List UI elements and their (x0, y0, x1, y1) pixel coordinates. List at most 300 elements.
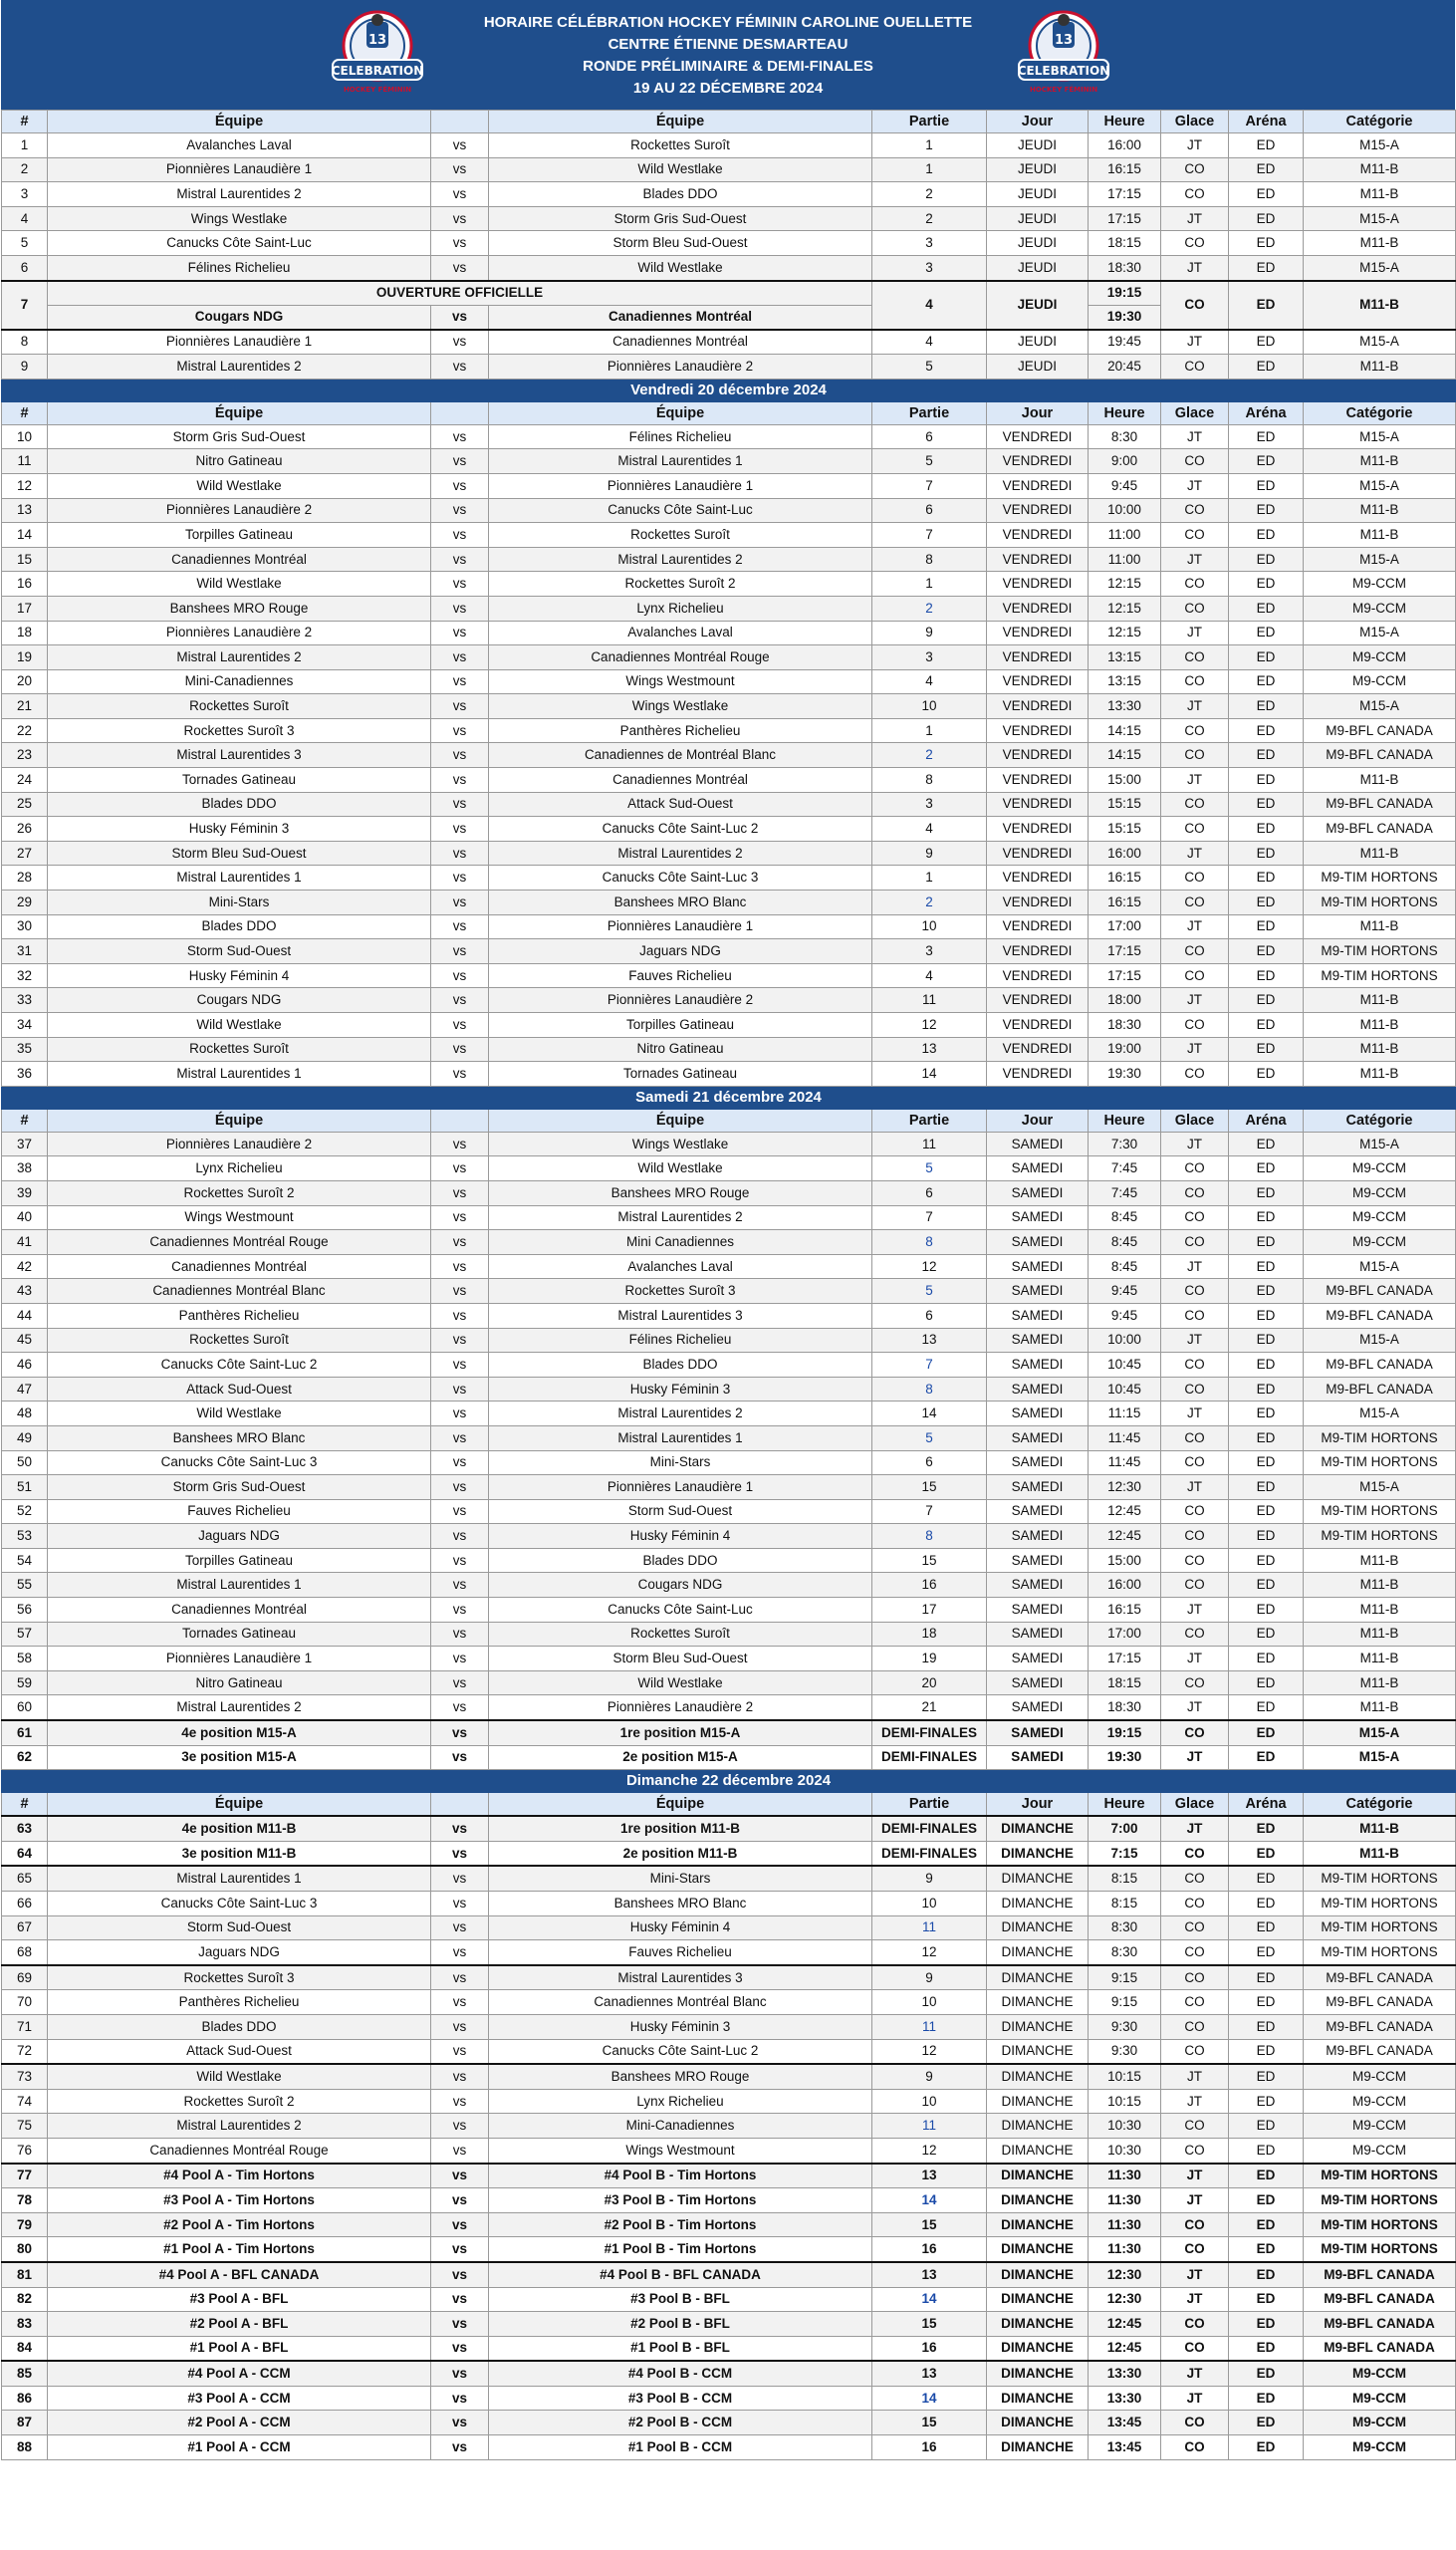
game-arena: ED (1229, 694, 1304, 719)
versus: vs (431, 2164, 489, 2188)
column-header-game-partie: Partie (872, 111, 987, 133)
game-category: M9-CCM (1304, 2361, 1456, 2386)
game-arena: ED (1229, 866, 1304, 891)
game-day: SAMEDI (987, 1745, 1089, 1770)
versus: vs (431, 1402, 489, 1426)
game-time: 18:30 (1089, 255, 1161, 280)
versus: vs (431, 547, 489, 572)
game-number: 36 (2, 1062, 48, 1087)
game-arena: ED (1229, 330, 1304, 355)
versus: vs (431, 1670, 489, 1695)
versus: vs (431, 1475, 489, 1500)
game-number: 29 (2, 891, 48, 915)
team-away: Fauves Richelieu (489, 1940, 872, 1965)
team-home: Wild Westlake (48, 473, 431, 498)
game-time: 12:45 (1089, 2312, 1161, 2337)
team-away: Wild Westlake (489, 1156, 872, 1181)
team-home: Mistral Laurentides 2 (48, 355, 431, 380)
game-rink: CO (1161, 2312, 1229, 2337)
game-row (2, 498, 1456, 523)
game-partie: 3 (872, 645, 987, 670)
game-partie: 3 (872, 255, 987, 280)
game-day: SAMEDI (987, 1402, 1089, 1426)
game-day: DIMANCHE (987, 2114, 1089, 2139)
versus: vs (431, 473, 489, 498)
game-rink: CO (1161, 2411, 1229, 2435)
game-number: 72 (2, 2039, 48, 2064)
game-partie: 3 (872, 231, 987, 256)
column-header-game-partie: Partie (872, 1793, 987, 1817)
game-category: M11-B (1304, 1548, 1456, 1573)
game-partie: 12 (872, 1013, 987, 1038)
game-rink: CO (1161, 1892, 1229, 1916)
game-day: JEUDI (987, 182, 1089, 207)
game-partie: 14 (872, 2287, 987, 2312)
versus: vs (431, 1816, 489, 1841)
game-day: SAMEDI (987, 1622, 1089, 1647)
game-time: 13:15 (1089, 645, 1161, 670)
game-category: M11-B (1304, 1816, 1456, 1841)
game-partie: 1 (872, 866, 987, 891)
column-header-row (2, 1793, 1456, 1817)
game-time: 11:45 (1089, 1425, 1161, 1450)
team-away: Rockettes Suroît (489, 133, 872, 158)
game-time: 18:30 (1089, 1013, 1161, 1038)
game-partie: 8 (872, 768, 987, 793)
game-arena: ED (1229, 1353, 1304, 1378)
game-row (2, 1013, 1456, 1038)
team-home: Canadiennes Montréal (48, 1254, 431, 1279)
game-rink: CO (1161, 1866, 1229, 1891)
game-arena: ED (1229, 1695, 1304, 1720)
game-rink: CO (1161, 1062, 1229, 1087)
game-arena: ED (1229, 718, 1304, 743)
game-rink: JT (1161, 1254, 1229, 1279)
game-row (2, 206, 1456, 231)
game-day: SAMEDI (987, 1254, 1089, 1279)
game-partie: 4 (872, 963, 987, 988)
game-arena: ED (1229, 1205, 1304, 1230)
game-rink: CO (1161, 939, 1229, 964)
day-header-row (2, 379, 1456, 401)
game-time: 15:00 (1089, 768, 1161, 793)
versus: vs (431, 2262, 489, 2287)
game-rink: JT (1161, 1816, 1229, 1841)
game-number: 79 (2, 2212, 48, 2237)
game-rink: CO (1161, 1180, 1229, 1205)
versus: vs (431, 572, 489, 597)
game-time: 11:00 (1089, 523, 1161, 548)
team-home: #4 Pool A - CCM (48, 2361, 431, 2386)
game-rink: CO (1161, 1450, 1229, 1475)
versus: vs (431, 1745, 489, 1770)
versus: vs (431, 2361, 489, 2386)
game-time: 8:45 (1089, 1230, 1161, 1255)
team-home: Nitro Gatineau (48, 449, 431, 474)
game-day: VENDREDI (987, 424, 1089, 449)
game-time: 13:30 (1089, 2361, 1161, 2386)
game-day: DIMANCHE (987, 1965, 1089, 1990)
team-home: Mistral Laurentides 1 (48, 866, 431, 891)
team-home: Canadiennes Montréal Rouge (48, 2138, 431, 2163)
game-time: 18:15 (1089, 1670, 1161, 1695)
game-time: 9:45 (1089, 1279, 1161, 1304)
game-category: M15-A (1304, 133, 1456, 158)
game-time: 9:15 (1089, 1990, 1161, 2015)
game-arena: ED (1229, 1377, 1304, 1402)
game-partie: 15 (872, 2212, 987, 2237)
game-time: 18:30 (1089, 1695, 1161, 1720)
team-away: Wings Westmount (489, 2138, 872, 2163)
game-rink: CO (1161, 1425, 1229, 1450)
team-away: Wild Westlake (489, 1670, 872, 1695)
game-row (2, 1475, 1456, 1500)
game-number: 77 (2, 2164, 48, 2188)
versus: vs (431, 1622, 489, 1647)
game-day: SAMEDI (987, 1230, 1089, 1255)
game-number: 51 (2, 1475, 48, 1500)
game-rink: CO (1161, 281, 1229, 330)
game-row (2, 231, 1456, 256)
game-rink: JT (1161, 1647, 1229, 1671)
game-arena: ED (1229, 1425, 1304, 1450)
team-away: Banshees MRO Rouge (489, 1180, 872, 1205)
versus: vs (431, 2386, 489, 2411)
game-rink: CO (1161, 645, 1229, 670)
game-row (2, 2114, 1456, 2139)
column-header-game-category: Catégorie (1304, 111, 1456, 133)
game-number: 42 (2, 1254, 48, 1279)
column-header-row (2, 401, 1456, 424)
game-row (2, 1230, 1456, 1255)
game-day: VENDREDI (987, 572, 1089, 597)
game-category: M11-B (1304, 523, 1456, 548)
team-away: Jaguars NDG (489, 939, 872, 964)
game-partie: 11 (872, 1132, 987, 1156)
game-category: M9-TIM HORTONS (1304, 891, 1456, 915)
game-number: 17 (2, 596, 48, 621)
team-away: Husky Féminin 3 (489, 1377, 872, 1402)
game-day: DIMANCHE (987, 2435, 1089, 2460)
versus: vs (431, 694, 489, 719)
team-home: Blades DDO (48, 2014, 431, 2039)
game-category: M9-TIM HORTONS (1304, 1499, 1456, 1524)
team-away: Wings Westmount (489, 669, 872, 694)
game-partie: 16 (872, 2336, 987, 2361)
team-home: Mistral Laurentides 2 (48, 645, 431, 670)
team-away: Attack Sud-Ouest (489, 792, 872, 817)
game-time: 12:45 (1089, 1499, 1161, 1524)
game-rink: CO (1161, 1377, 1229, 1402)
team-away: Canadiennes Montréal (489, 305, 872, 330)
game-partie: 8 (872, 1524, 987, 1549)
team-away: #1 Pool B - CCM (489, 2435, 872, 2460)
game-category: M9-TIM HORTONS (1304, 1450, 1456, 1475)
game-partie: 9 (872, 1866, 987, 1891)
game-number: 21 (2, 694, 48, 719)
game-row (2, 2064, 1456, 2089)
team-home: Jaguars NDG (48, 1524, 431, 1549)
game-time: 17:15 (1089, 939, 1161, 964)
game-time: 15:15 (1089, 817, 1161, 842)
game-time: 10:15 (1089, 2064, 1161, 2089)
game-time: 13:30 (1089, 2386, 1161, 2411)
team-away: Storm Gris Sud-Ouest (489, 206, 872, 231)
game-category: M9-TIM HORTONS (1304, 1915, 1456, 1940)
game-arena: ED (1229, 1622, 1304, 1647)
game-row (2, 768, 1456, 793)
game-time: 13:45 (1089, 2411, 1161, 2435)
game-partie: 9 (872, 841, 987, 866)
game-category: M9-CCM (1304, 596, 1456, 621)
game-arena: ED (1229, 1965, 1304, 1990)
game-day: DIMANCHE (987, 2188, 1089, 2213)
game-rink: CO (1161, 1965, 1229, 1990)
game-partie: 7 (872, 1499, 987, 1524)
game-number: 70 (2, 1990, 48, 2015)
game-partie: 5 (872, 1279, 987, 1304)
game-time: 19:45 (1089, 330, 1161, 355)
game-partie: 1 (872, 157, 987, 182)
team-away: 1re position M11-B (489, 1816, 872, 1841)
game-partie: DEMI-FINALES (872, 1841, 987, 1866)
game-partie: 6 (872, 1303, 987, 1328)
versus: vs (431, 1230, 489, 1255)
team-away: #4 Pool B - CCM (489, 2361, 872, 2386)
versus: vs (431, 1695, 489, 1720)
game-number: 39 (2, 1180, 48, 1205)
game-time: 18:15 (1089, 231, 1161, 256)
game-time: 19:30 (1089, 1062, 1161, 1087)
game-row (2, 157, 1456, 182)
game-partie: 10 (872, 914, 987, 939)
game-time: 9:00 (1089, 449, 1161, 474)
game-partie: 4 (872, 330, 987, 355)
game-day: DIMANCHE (987, 2064, 1089, 2089)
game-partie: 2 (872, 206, 987, 231)
team-home: Lynx Richelieu (48, 1156, 431, 1181)
game-category: M15-A (1304, 694, 1456, 719)
game-rink: CO (1161, 1013, 1229, 1038)
team-away: #3 Pool B - Tim Hortons (489, 2188, 872, 2213)
team-home: Cougars NDG (48, 988, 431, 1013)
game-rink: CO (1161, 1230, 1229, 1255)
game-arena: ED (1229, 1745, 1304, 1770)
game-day: DIMANCHE (987, 1892, 1089, 1916)
game-day: VENDREDI (987, 547, 1089, 572)
game-time: 12:45 (1089, 1524, 1161, 1549)
game-day: SAMEDI (987, 1180, 1089, 1205)
game-rink: CO (1161, 2237, 1229, 2262)
game-time: 8:45 (1089, 1254, 1161, 1279)
game-category: M11-B (1304, 988, 1456, 1013)
team-home: Storm Sud-Ouest (48, 1915, 431, 1940)
team-home: Rockettes Suroît (48, 1328, 431, 1353)
game-rink: JT (1161, 1475, 1229, 1500)
team-home: Mistral Laurentides 1 (48, 1573, 431, 1598)
game-time: 8:30 (1089, 424, 1161, 449)
game-partie: 6 (872, 1450, 987, 1475)
game-number: 4 (2, 206, 48, 231)
team-away: Mini-Stars (489, 1450, 872, 1475)
game-day: VENDREDI (987, 523, 1089, 548)
game-day: VENDREDI (987, 768, 1089, 793)
team-away: Storm Bleu Sud-Ouest (489, 231, 872, 256)
team-home: Cougars NDG (48, 305, 431, 330)
opening-ceremony-label: OUVERTURE OFFICIELLE (48, 281, 872, 306)
game-arena: ED (1229, 2188, 1304, 2213)
game-number: 44 (2, 1303, 48, 1328)
game-number: 57 (2, 1622, 48, 1647)
game-number: 33 (2, 988, 48, 1013)
game-row (2, 2411, 1456, 2435)
game-arena: ED (1229, 914, 1304, 939)
game-arena: ED (1229, 2114, 1304, 2139)
game-category: M15-A (1304, 1132, 1456, 1156)
game-time: 11:15 (1089, 1402, 1161, 1426)
team-home: #4 Pool A - BFL CANADA (48, 2262, 431, 2287)
game-row (2, 2039, 1456, 2064)
game-row (2, 547, 1456, 572)
game-day: JEUDI (987, 355, 1089, 380)
game-row (2, 523, 1456, 548)
team-away: Wild Westlake (489, 157, 872, 182)
game-partie: 4 (872, 281, 987, 330)
game-arena: ED (1229, 1499, 1304, 1524)
column-header-game-arena: Aréna (1229, 1109, 1304, 1132)
column-header-game-number: # (2, 1109, 48, 1132)
game-number: 12 (2, 473, 48, 498)
game-row (2, 2164, 1456, 2188)
game-day: DIMANCHE (987, 1940, 1089, 1965)
team-home: Rockettes Suroît (48, 1037, 431, 1062)
game-rink: CO (1161, 2039, 1229, 2064)
game-number: 78 (2, 2188, 48, 2213)
game-row (2, 1915, 1456, 1940)
game-row (2, 2386, 1456, 2411)
game-day: SAMEDI (987, 1720, 1089, 1745)
team-home: Attack Sud-Ouest (48, 2039, 431, 2064)
game-arena: ED (1229, 1990, 1304, 2015)
game-row (2, 1892, 1456, 1916)
versus: vs (431, 621, 489, 645)
game-arena: ED (1229, 1475, 1304, 1500)
team-home: #2 Pool A - CCM (48, 2411, 431, 2435)
game-partie: 11 (872, 1915, 987, 1940)
game-number: 86 (2, 2386, 48, 2411)
game-number: 3 (2, 182, 48, 207)
game-arena: ED (1229, 817, 1304, 842)
game-number: 83 (2, 2312, 48, 2337)
game-day: VENDREDI (987, 694, 1089, 719)
game-partie: 5 (872, 449, 987, 474)
game-category: M9-CCM (1304, 2435, 1456, 2460)
versus: vs (431, 2212, 489, 2237)
game-day: VENDREDI (987, 718, 1089, 743)
game-arena: ED (1229, 2064, 1304, 2089)
game-time: 15:15 (1089, 792, 1161, 817)
schedule-table (1, 110, 1456, 2460)
game-partie: 2 (872, 182, 987, 207)
team-away: Rockettes Suroît 3 (489, 1279, 872, 1304)
team-home: Husky Féminin 3 (48, 817, 431, 842)
game-day: SAMEDI (987, 1598, 1089, 1623)
game-day: DIMANCHE (987, 2386, 1089, 2411)
team-home: Banshees MRO Blanc (48, 1425, 431, 1450)
game-arena: ED (1229, 743, 1304, 768)
game-number: 40 (2, 1205, 48, 1230)
game-day: DIMANCHE (987, 1915, 1089, 1940)
game-row (2, 1328, 1456, 1353)
game-number: 10 (2, 424, 48, 449)
game-row (2, 694, 1456, 719)
game-rink: JT (1161, 330, 1229, 355)
game-time: 12:45 (1089, 2336, 1161, 2361)
team-home: Storm Sud-Ouest (48, 939, 431, 964)
game-day: VENDREDI (987, 939, 1089, 964)
game-number: 48 (2, 1402, 48, 1426)
team-away: #4 Pool B - Tim Hortons (489, 2164, 872, 2188)
game-number: 32 (2, 963, 48, 988)
game-arena: ED (1229, 255, 1304, 280)
game-day: SAMEDI (987, 1156, 1089, 1181)
team-home: Canucks Côte Saint-Luc (48, 231, 431, 256)
game-partie: 11 (872, 988, 987, 1013)
game-category: M9-CCM (1304, 1156, 1456, 1181)
game-arena: ED (1229, 1230, 1304, 1255)
game-row (2, 939, 1456, 964)
team-home: Storm Gris Sud-Ouest (48, 424, 431, 449)
game-arena: ED (1229, 2039, 1304, 2064)
game-rink: JT (1161, 1328, 1229, 1353)
game-time: 13:45 (1089, 2435, 1161, 2460)
versus: vs (431, 2089, 489, 2114)
column-header-team-home: Équipe (48, 401, 431, 424)
team-home: #3 Pool A - CCM (48, 2386, 431, 2411)
game-number: 85 (2, 2361, 48, 2386)
game-partie: 15 (872, 2312, 987, 2337)
game-partie: 14 (872, 1402, 987, 1426)
game-number: 58 (2, 1647, 48, 1671)
game-row (2, 792, 1456, 817)
game-arena: ED (1229, 1670, 1304, 1695)
game-arena: ED (1229, 621, 1304, 645)
game-arena: ED (1229, 2164, 1304, 2188)
game-number: 30 (2, 914, 48, 939)
game-number: 49 (2, 1425, 48, 1450)
column-header-team-away: Équipe (489, 1793, 872, 1817)
versus: vs (431, 523, 489, 548)
game-rink: CO (1161, 2435, 1229, 2460)
column-header-game-number: # (2, 401, 48, 424)
game-arena: ED (1229, 841, 1304, 866)
game-day: DIMANCHE (987, 2138, 1089, 2163)
game-row (2, 133, 1456, 158)
game-row (2, 2287, 1456, 2312)
game-arena: ED (1229, 963, 1304, 988)
team-home: Rockettes Suroît 3 (48, 718, 431, 743)
game-rink: CO (1161, 231, 1229, 256)
game-row (2, 182, 1456, 207)
game-category: M15-A (1304, 1720, 1456, 1745)
svg-text:13: 13 (367, 33, 387, 48)
versus: vs (431, 1156, 489, 1181)
game-row (2, 2361, 1456, 2386)
game-number: 50 (2, 1450, 48, 1475)
game-row (2, 1303, 1456, 1328)
day-header-row (2, 1770, 1456, 1793)
game-category: M9-CCM (1304, 2138, 1456, 2163)
